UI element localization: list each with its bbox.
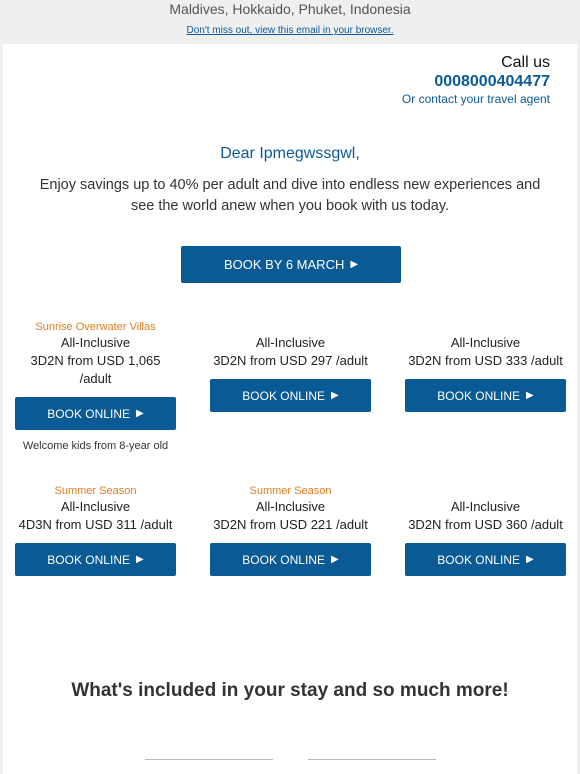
book-online-label: BOOK ONLINE: [437, 552, 520, 567]
book-online-label: BOOK ONLINE: [437, 388, 520, 403]
divider: [145, 759, 273, 760]
book-online-button[interactable]: [210, 379, 371, 412]
offer-board: All-Inclusive: [255, 499, 326, 514]
view-in-browser-link[interactable]: Don't miss out, view this email in your browser.: [186, 25, 394, 36]
offer-card: [210, 334, 371, 412]
email-body: [3, 44, 577, 774]
book-online-label: BOOK ONLINE: [47, 406, 130, 421]
offer-tag: Summer Season: [54, 485, 137, 497]
book-by-date-button[interactable]: [181, 246, 401, 283]
book-online-label: BOOK ONLINE: [242, 388, 325, 403]
offer-tag: Sunrise Overwater Villas: [35, 321, 156, 333]
offer-board: All-Inclusive: [60, 335, 131, 350]
offer-tag: Summer Season: [249, 485, 332, 497]
offer-board: All-Inclusive: [60, 499, 131, 514]
offer-card: [15, 484, 176, 576]
offer-card: [210, 484, 371, 576]
intro-text: Enjoy savings up to 40% per adult and dive into endless new experiences and see the world anew when you book with us today.: [39, 177, 541, 214]
offer-price: 3D2N from USD 1,065 /adult: [30, 353, 161, 386]
email-preheader: [0, 0, 580, 44]
book-online-button[interactable]: [210, 543, 371, 576]
play-triangle-icon: ▶: [135, 554, 144, 565]
call-us-label: Call us: [501, 54, 550, 71]
book-online-label: BOOK ONLINE: [242, 552, 325, 567]
offer-card: [405, 334, 566, 412]
phone-number-link[interactable]: 0008000404477: [434, 73, 550, 90]
play-triangle-icon: ▶: [525, 390, 534, 401]
contact-block: [402, 54, 550, 106]
offer-price: 3D2N from USD 297 /adult: [213, 353, 368, 368]
book-by-date-label: BOOK BY 6 MARCH: [223, 257, 345, 272]
offer-note: Welcome kids from 8-year old: [22, 440, 169, 452]
book-online-button[interactable]: [15, 397, 176, 430]
offer-card: [15, 320, 176, 452]
book-online-button[interactable]: [405, 543, 566, 576]
greeting: Dear Ipmegwssgwl,: [220, 145, 360, 162]
divider: [308, 759, 436, 760]
play-triangle-icon: ▶: [330, 390, 339, 401]
play-triangle-icon: ▶: [135, 408, 144, 419]
book-online-button[interactable]: [405, 379, 566, 412]
included-section-title: What's included in your stay and so much more!: [71, 680, 509, 701]
destinations-text: Maldives, Hokkaido, Phuket, Indonesia: [169, 1, 411, 17]
play-triangle-icon: ▶: [525, 554, 534, 565]
offer-board: All-Inclusive: [450, 499, 521, 514]
travel-agent-link[interactable]: Or contact your travel agent: [401, 92, 550, 106]
play-triangle-icon: ▶: [350, 259, 359, 270]
offer-board: All-Inclusive: [450, 335, 521, 350]
offer-price: 4D3N from USD 311 /adult: [18, 517, 173, 532]
offer-card: [405, 498, 566, 576]
offer-price: 3D2N from USD 333 /adult: [408, 353, 563, 368]
book-online-button[interactable]: [15, 543, 176, 576]
offer-price: 3D2N from USD 360 /adult: [408, 517, 563, 532]
offer-board: All-Inclusive: [255, 335, 326, 350]
book-online-label: BOOK ONLINE: [47, 552, 130, 567]
offer-price: 3D2N from USD 221 /adult: [213, 517, 368, 532]
play-triangle-icon: ▶: [330, 554, 339, 565]
